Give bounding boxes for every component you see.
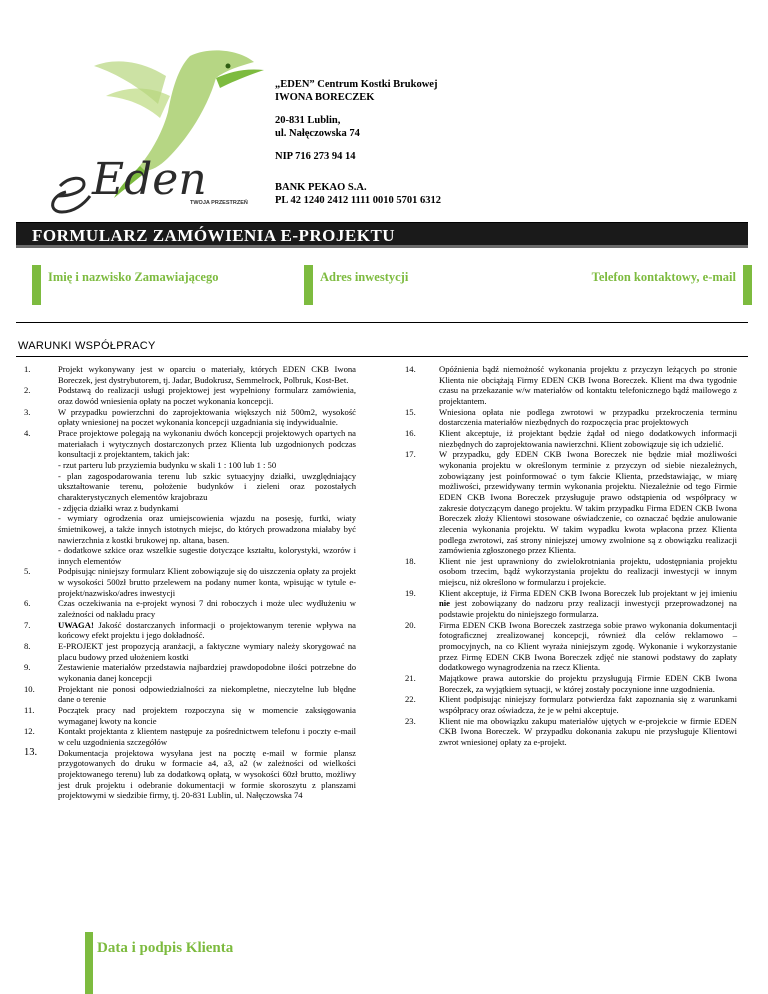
- eden-logo: [40, 36, 270, 214]
- client-signature-field[interactable]: [85, 932, 275, 994]
- term-text: Klient nie jest uprawniony do zwielokrotniania projektu, udostępniania projektu osobom trzecim, bądź wykorzystania projektu do realizacji inwestycji w innym miejscu, niż określono w formularzu i projekcie.: [439, 555, 737, 588]
- term-number: 10.: [24, 683, 35, 694]
- term-text: jest zobowiązany do nadzoru przy realizacji inwestycji przeprowadzonej na podstawie projektu do niniejszego formularza.: [439, 598, 737, 620]
- term-number: 5.: [24, 566, 31, 577]
- field-phone-email[interactable]: [520, 262, 752, 306]
- term-item: [405, 364, 737, 407]
- term-number: 4.: [24, 427, 31, 438]
- term-text: Klient akceptuje, iż Firma EDEN CKB Iwona Boreczek lub projektant w jej imieniu: [439, 587, 737, 598]
- company-name: „EDEN” Centrum Kostki Brukowej: [275, 79, 438, 90]
- company-street: ul. Nałęczowska 74: [275, 128, 360, 139]
- company-info: [275, 78, 441, 217]
- term-number: 22.: [405, 694, 416, 705]
- company-nip: NIP 716 273 94 14: [275, 151, 356, 162]
- term-item: [405, 716, 737, 748]
- term-text: Jakość dostarczanych informacji o projektowanym terenie wpływa na końcowy efekt projektu i jego dokładność.: [58, 619, 356, 641]
- field-accent-bar: [85, 932, 93, 994]
- term-text: Projekt wykonywany jest w oparciu o materiały, których EDEN CKB Iwona Boreczek, jest dystrybutorem, tj. Jadar, Budokrusz, Semmelrock, Polbruk, Kost-Bet.: [58, 364, 356, 385]
- logo-text: Eden: [92, 154, 207, 205]
- term-item: [24, 662, 356, 683]
- term-number: 16.: [405, 427, 416, 438]
- term-item: [24, 598, 356, 619]
- term-number: 13.: [24, 746, 38, 758]
- term-number: 15.: [405, 406, 416, 417]
- term-item: [24, 407, 356, 428]
- logo-tagline: TWOJA PRZESTRZEŃ: [190, 200, 248, 206]
- term-text: Podpisując niniejszy formularz Klient zobowiązuje się do uiszczenia opłaty za projekt w wysokości 500zł brutto przelewem na podany numer konta, wpisując w tytule e-projekt/nazwisko/adres inwestycji: [58, 566, 356, 598]
- term-item: [24, 428, 356, 567]
- term-item: [24, 385, 356, 406]
- field-client-name[interactable]: [32, 262, 292, 306]
- term-text: Opóźnienia bądź niemożność wykonania projektu z przyczyn leżących po stronie Klienta nie obciążają Firmy EDEN CKB Iwona Boreczek. Klient ma dwa tygodnie czasu na przekazanie w/w materiałów od kontaktu telefonicznego bądź mailowego z projektantem.: [439, 364, 737, 406]
- form-title: FORMULARZ ZAMÓWIENIA E-PROJEKTU: [16, 222, 748, 248]
- term-number: 6.: [24, 598, 31, 609]
- term-text: Zestawienie materiałów przedstawia najbardziej prawdopodobne ilości potrzebne do wykonania danej koncepcji: [58, 662, 356, 684]
- term-text: Początek pracy nad projektem rozpoczyna się w momencie zaksięgowania wymaganej kwoty na koncie: [58, 705, 356, 726]
- term-number: 14.: [405, 364, 416, 374]
- company-bank: BANK PEKAO S.A.: [275, 182, 367, 193]
- term-item: [405, 449, 737, 556]
- term-item: [24, 748, 356, 801]
- term-item: [24, 726, 356, 747]
- term-item: [405, 673, 737, 694]
- term-emphasis: UWAGA!: [58, 619, 94, 630]
- term-number: 8.: [24, 641, 31, 652]
- field-accent-bar: [304, 265, 313, 305]
- term-item: [24, 641, 356, 662]
- term-text: Wniesiona opłata nie podlega zwrotowi w przypadku przekroczenia terminu dostarczenia materiałów niezbędnych do rozpoczęcia prac projektowych: [439, 406, 737, 428]
- term-number: 9.: [24, 662, 31, 673]
- term-text: Prace projektowe polegają na wykonaniu dwóch koncepcji projektowych opartych na materiałach i wytycznych dostarczonych przez Klienta lub uzgodnionych podczas konsultacji z projektantem, takich jak: - rzut parteru lub przyziemia budynku w skali 1 : 100 lub 1 : 50 - plan zagospodarowania terenu lub szkic sytuacyjny działki, uwzględniający ukształtowanie terenu, położenie budynków i zieleni oraz pozostałych charakterystycznych elementów krajobrazu - zdjęcia działki wraz z budynkami - wymiary ogrodzenia oraz umiejscowienia wjazdu na posesję, furtki, wiaty śmietnikowej, a także innych istotnych miejsc, do których prowadzona miałaby być nawierzchnia z kostki brukowej np. altana, basen. - dodatkowe szkice oraz wszelkie sugestie dotyczące kształtu, kolorystyki, wzorów i innych elementów: [58, 427, 356, 566]
- term-item: [405, 694, 737, 715]
- field-label-phone-email: Telefon kontaktowy, e-mail: [591, 270, 736, 284]
- term-item: [405, 428, 737, 449]
- field-investment-address[interactable]: [304, 262, 504, 306]
- term-text: W przypadku powierzchni do zaprojektowania większych niż 500m2, wysokość opłaty wniesionej na poczet wykonania koncepcji uzgadniania się indywidualnie.: [58, 406, 356, 428]
- term-number: 3.: [24, 406, 31, 417]
- term-text: W przypadku, gdy EDEN CKB Iwona Boreczek nie będzie miał możliwości wykonania projektu w określonym terminie z przyczyn od siebie niezależnych, zobowiązany jest poinformować o tym fakcie Klienta, przedstawiając, w miarę możliwości, przewidywany termin wykonania projektu. Niezależnie od tego Firmie EDEN CKB Iwona Boreczek przysługuje prawo odstąpienia od współpracy w zakresie dotyczącym danego projektu. W takim przypadku Firma EDEN CKB Iwona Boreczek złoży Klientowi stosowane oświadczenie, co oznaczać będzie anulowanie zlecenia wykonania projektu. W takim wypadku kwota wpłacona przez Klienta podlega zwrotowi, zaś strony niniejszej umowy zwolnione są z obowiązku realizacji zamówienia zgłoszonego przez Klienta.: [439, 449, 737, 556]
- term-text: Dokumentacja projektowa wysyłana jest na pocztę e-mail w formie plansz przygotowanych do druku w formacie a4, a3, a2 (w zależności od wielkości projektowanego terenu) lub za dodatkową opłatą, w wysokości 60zł brutto, możliwy jest druk projektu i odebranie dokumentacji w formie skoroszytu z planszami projektowymi w siedzibie firmy, tj. 20-831 Lublin, ul. Nałęczowska 74: [58, 747, 356, 801]
- term-item: [405, 620, 737, 673]
- signature-label: Data i podpis Klienta: [97, 940, 234, 956]
- term-number: 2.: [24, 385, 31, 396]
- term-number: 1.: [24, 364, 31, 374]
- term-text: Projektant nie ponosi odpowiedzialności za niekompletne, nieczytelne lub błędne dane o terenie: [58, 683, 356, 705]
- term-text: E-PROJEKT jest propozycją aranżacji, a faktyczne wymiary należy skorygować na placu budowy przed ułożeniem kostki: [58, 641, 356, 662]
- field-label-investment-address: Adres inwestycji: [320, 270, 409, 284]
- term-text: Klient akceptuje, iż projektant będzie żądał od niego dodatkowych informacji niezbędnych do zaprojektowania nawierzchni. Klient zobowiązuje się ich udzielić.: [439, 427, 737, 449]
- term-item: [405, 556, 737, 588]
- term-number: 11.: [24, 705, 35, 715]
- term-emphasis: nie: [439, 598, 450, 609]
- field-label-client-name: Imię i nazwisko Zamawiającego: [48, 270, 219, 284]
- term-number: 12.: [24, 726, 35, 737]
- term-item: [24, 705, 356, 726]
- term-text: Majątkowe prawa autorskie do projektu przysługują Firmie EDEN CKB Iwona Boreczek, za wyjątkiem sytuacji, w której zostały poczynione inne uzgodnienia.: [439, 673, 737, 694]
- term-number: 17.: [405, 449, 416, 460]
- term-text: Kontakt projektanta z klientem następuje za pośrednictwem telefonu i poczty e-mail w celu uzgodnienia szczegółów: [58, 726, 356, 747]
- company-postal: 20-831 Lublin,: [275, 115, 341, 126]
- field-accent-bar: [743, 265, 752, 305]
- term-number: 23.: [405, 715, 416, 726]
- terms-right-column: [405, 364, 737, 748]
- section-heading: WARUNKI WSPÓŁPRACY: [18, 340, 156, 352]
- divider: [16, 356, 748, 357]
- term-number: 19.: [405, 587, 416, 598]
- term-item: [24, 620, 356, 641]
- term-item: [24, 364, 356, 385]
- term-number: 20.: [405, 619, 416, 630]
- term-text: Klient nie ma obowiązku zakupu materiałów ujętych w e-projekcie w firmie EDEN CKB Iwona Boreczek. W przypadku dokonania zakupu nie przysługuje Klientowi zwrot wniesionej opłaty za e-projekt.: [439, 715, 737, 747]
- field-accent-bar: [32, 265, 41, 305]
- term-number: 7.: [24, 619, 31, 630]
- term-item: [405, 588, 737, 620]
- terms-left-column: [24, 364, 356, 801]
- term-item: [24, 684, 356, 705]
- term-text: Czas oczekiwania na e-projekt wynosi 7 dni roboczych i może ulec wydłużeniu w zależności od nakładu pracy: [58, 598, 356, 620]
- term-item: [405, 407, 737, 428]
- term-text: Klient podpisując niniejszy formularz potwierdza fakt zapoznania się z warunkami współpracy oraz oświadcza, że je w pełni akceptuje.: [439, 694, 737, 715]
- company-account: PL 42 1240 2412 1111 0010 5701 6312: [275, 195, 441, 206]
- divider: [16, 322, 748, 323]
- term-text: Firma EDEN CKB Iwona Boreczek zastrzega sobie prawo wykonania dokumentacji fotograficznej zrealizowanej koncepcji, również dla celów reklamowo – promocyjnych, na co Klient wyraża niniejszym zgodę. Wykonanie i wykorzystanie przez Firmę EDEN CKB Iwona Boreczek zdjęć nie stanowi podstawy do zapłaty dodatkowego wynagrodzenia na rzecz Klienta.: [439, 619, 737, 673]
- term-item: [24, 566, 356, 598]
- company-owner: IWONA BORECZEK: [275, 92, 375, 103]
- term-text: Podstawą do realizacji usługi projektowej jest wypełniony formularz zamówienia, oraz dowód wniesienia opłaty na poczet wykonania koncepcji.: [58, 385, 356, 406]
- term-number: 21.: [405, 673, 416, 684]
- term-number: 18.: [405, 555, 416, 566]
